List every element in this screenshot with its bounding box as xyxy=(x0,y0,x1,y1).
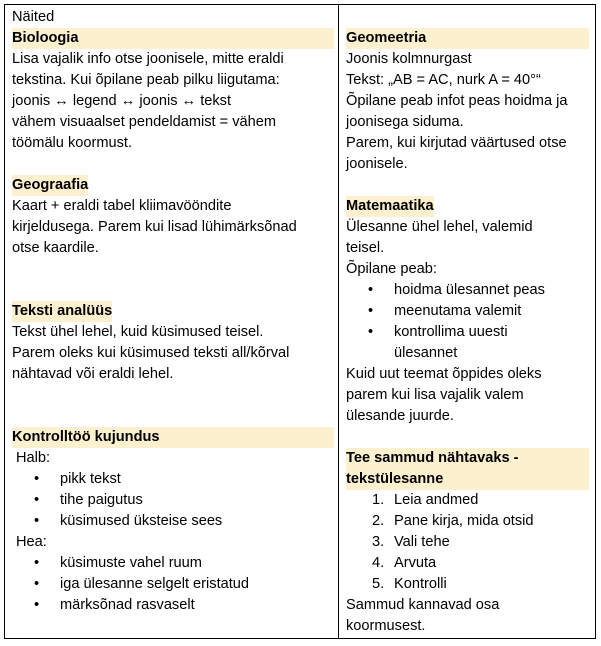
text-line: tekstina. Kui õpilane peab pilku liigutama: xyxy=(12,72,280,88)
text-line: kirjeldusega. Parem kui lisad lühimärksõnad xyxy=(12,219,297,235)
text-line: Ülesanne ühel lehel, valemid xyxy=(346,219,533,235)
text-line: otse kaardile. xyxy=(12,240,99,256)
section-title: Matemaatika xyxy=(346,196,434,217)
text-line: töömälu koormust. xyxy=(12,135,133,151)
text-line: joonis ↔ legend ↔ joonis ↔ tekst xyxy=(12,93,232,109)
section-biology xyxy=(12,28,334,154)
text-line: Parem, kui kirjutad väärtused otse xyxy=(346,135,567,151)
step-number: 1. xyxy=(372,492,385,508)
section-test-design xyxy=(12,427,334,616)
section-title: Kontrolltöö kujundus xyxy=(12,427,334,448)
text-line: joonisega siduma. xyxy=(346,114,464,130)
section-title: Geograafia xyxy=(12,175,88,196)
list-item xyxy=(346,322,589,364)
left-column xyxy=(5,5,339,638)
step-number: 3. xyxy=(372,534,385,550)
step-number: 4. xyxy=(372,555,385,571)
text-line: vähem visuaalset pendeldamist = vähem xyxy=(12,114,277,130)
text-line: ülesande juurde. xyxy=(346,408,454,424)
text-line: Õpilane peab infot peas hoidma ja xyxy=(346,93,568,109)
right-column xyxy=(339,5,595,638)
list-item-line: ülesannet xyxy=(394,345,458,361)
text-line: Kuid uut teemat õppides oleks xyxy=(346,366,542,382)
text-line: nähtavad või eraldi lehel. xyxy=(12,366,174,382)
section-title-line: Tee sammud nähtavaks - xyxy=(346,450,519,466)
step-text: Kontrolli xyxy=(394,576,447,592)
text-line: parem kui lisa vajalik valem xyxy=(346,387,524,403)
text-line: joonisele. xyxy=(346,156,408,172)
list-item xyxy=(346,553,589,574)
step-text: Leia andmed xyxy=(394,492,479,508)
list-item xyxy=(346,574,589,595)
text-line: Lisa vajalik info otse joonisele, mitte eraldi xyxy=(12,51,284,67)
step-text: Vali tehe xyxy=(394,534,450,550)
section-title: Teksti analüüs xyxy=(12,301,112,322)
math-list xyxy=(346,280,589,364)
good-list xyxy=(12,553,334,616)
list-item xyxy=(346,532,589,553)
good-label: Hea: xyxy=(16,534,47,550)
text-line: Sammud kannavad osa xyxy=(346,597,500,613)
text-line: Tekst: „AB = AC, nurk A = 40°“ xyxy=(346,72,541,88)
list-item: • hoidma ülesannet peas xyxy=(346,280,589,301)
list-item: • märksõnad rasvaselt xyxy=(12,595,334,616)
text-line: teisel. xyxy=(346,240,385,256)
section-title: Geomeetria xyxy=(346,28,589,49)
table-header-title: Näited xyxy=(12,9,55,25)
section-title-line: tekstülesanne xyxy=(346,471,444,487)
list-item xyxy=(346,511,589,532)
section-text-analysis xyxy=(12,301,334,385)
examples-table xyxy=(4,4,596,639)
step-number: 2. xyxy=(372,513,385,529)
bad-label: Halb: xyxy=(16,450,51,466)
list-item: • küsimused üksteise sees xyxy=(12,511,334,532)
section-title: Bioloogia xyxy=(12,28,334,49)
text-line: Kaart + eraldi tabel kliimavööndite xyxy=(12,198,232,214)
section-geography xyxy=(12,175,334,259)
text-line: koormusest. xyxy=(346,618,426,634)
text-line: Tekst ühel lehel, kuid küsimused teisel. xyxy=(12,324,264,340)
list-item: • küsimuste vahel ruum xyxy=(12,553,334,574)
list-item xyxy=(346,490,589,511)
list-item: • iga ülesanne selgelt eristatud xyxy=(12,574,334,595)
step-number: 5. xyxy=(372,576,385,592)
list-item: • meenutama valemit xyxy=(346,301,589,322)
text-line: Parem oleks kui küsimused teksti all/kõrval xyxy=(12,345,290,361)
text-line: Joonis kolmnurgast xyxy=(346,51,472,67)
list-item: • tihe paigutus xyxy=(12,490,334,511)
section-steps xyxy=(346,448,589,637)
text-line: Õpilane peab: xyxy=(346,261,437,277)
step-text: Arvuta xyxy=(394,555,437,571)
section-math xyxy=(346,196,589,427)
steps-list xyxy=(346,490,589,595)
list-item: • pikk tekst xyxy=(12,469,334,490)
section-geometry xyxy=(346,28,589,175)
section-title xyxy=(346,448,589,490)
list-item-line: kontrollima uuesti xyxy=(394,324,508,340)
bad-list xyxy=(12,469,334,532)
step-text: Pane kirja, mida otsid xyxy=(394,513,534,529)
